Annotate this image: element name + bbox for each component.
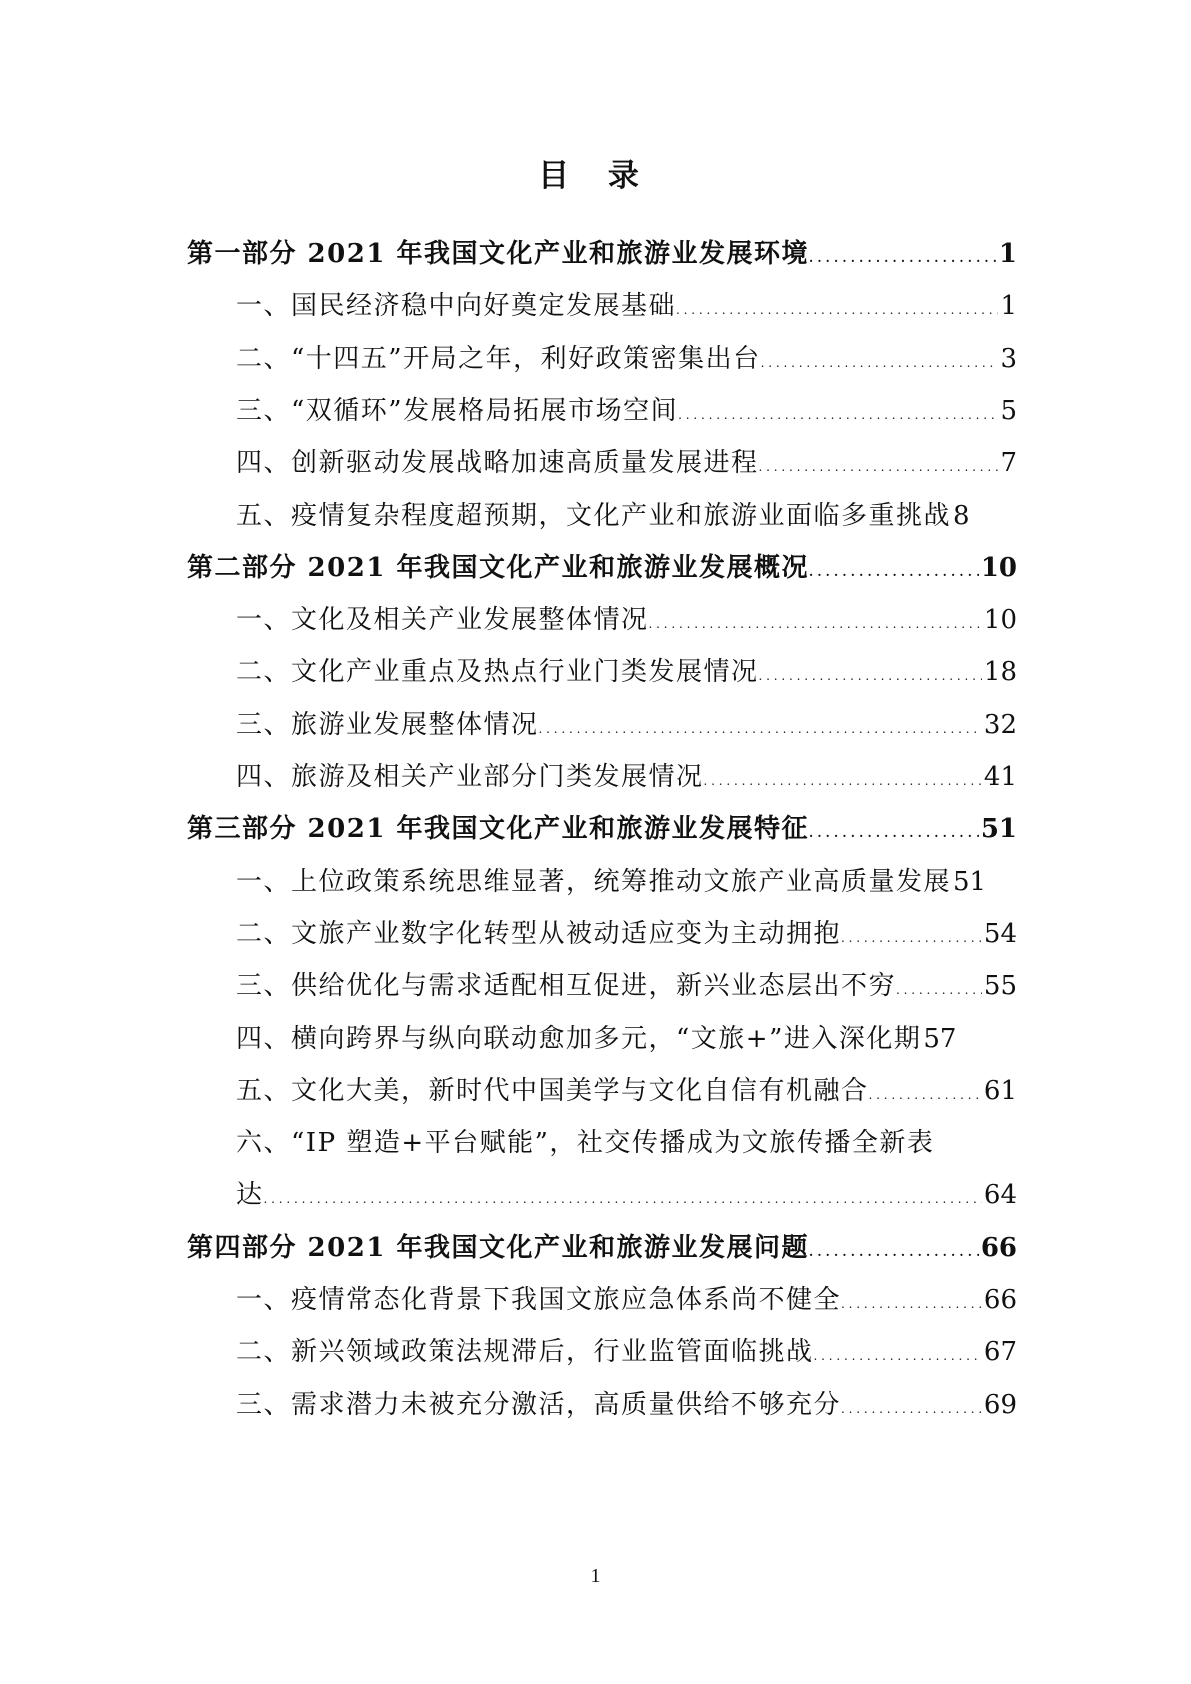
toc-entry-label: 三、需求潜力未被充分激活，高质量供给不够充分 (236, 1390, 842, 1420)
toc-entry-label: 三、旅游业发展整体情况 (236, 710, 539, 740)
toc-section-entry[interactable] (236, 446, 1017, 484)
toc-page-number: 1 (998, 239, 1017, 269)
toc-leader-dots (264, 1178, 982, 1216)
toc-leader-dots (539, 708, 982, 746)
toc-page-number: 10 (983, 605, 1017, 635)
toc-section-entry[interactable] (236, 1074, 1017, 1112)
toc-entry-label: 一、上位政策系统思维显著，统筹推动文旅产业高质量发展 (236, 867, 952, 897)
toc-leader-dots (841, 1283, 982, 1321)
toc-leader-dots (678, 394, 998, 432)
toc-section-entry[interactable] (236, 603, 1017, 641)
toc-page-number: 51 (953, 867, 987, 897)
toc-leader-dots (841, 917, 982, 955)
toc-leader-dots (841, 1388, 982, 1426)
toc-section-entry[interactable] (236, 1022, 1017, 1056)
toc-page-number: 67 (983, 1337, 1017, 1367)
toc-leader-dots (704, 760, 982, 798)
toc-entry-label: 六、“IP 塑造+平台赋能”，社交传播成为文旅传播全新表 (236, 1128, 935, 1158)
toc-leader-dots (869, 1074, 982, 1112)
toc-entry-label: 五、疫情复杂程度超预期，文化产业和旅游业面临多重挑战 (236, 501, 952, 531)
toc-page-number: 7 (1000, 448, 1017, 478)
toc-page-number: 54 (983, 919, 1017, 949)
toc-leader-dots (676, 289, 998, 327)
page-number: 1 (590, 1565, 601, 1587)
toc-leader-dots (809, 237, 997, 275)
toc-section-entry[interactable] (236, 394, 1017, 432)
toc-section-entry[interactable] (236, 1335, 1017, 1373)
toc-entry-label: 二、文旅产业数字化转型从被动适应变为主动拥抱 (236, 919, 842, 949)
toc-section-entry[interactable] (236, 969, 1017, 1007)
toc-entry-label: 四、创新驱动发展战略加速高质量发展进程 (236, 448, 759, 478)
toc-entry-label: 一、文化及相关产业发展整体情况 (236, 605, 649, 635)
toc-page-number: 10 (980, 553, 1017, 583)
toc-section-entry[interactable] (236, 289, 1017, 327)
toc-section-entry[interactable] (236, 760, 1017, 798)
toc-page-number: 1 (1000, 291, 1017, 321)
toc-section-entry[interactable] (236, 1283, 1017, 1321)
toc-section-entry[interactable] (236, 1178, 1017, 1216)
toc-page-number: 64 (983, 1180, 1017, 1210)
toc-part-entry[interactable] (187, 551, 1017, 589)
toc-leader-dots (809, 812, 979, 850)
toc-page-number: 3 (1000, 344, 1017, 374)
toc-page-number: 5 (1000, 396, 1017, 426)
toc-page-number: 18 (983, 657, 1017, 687)
toc-entry-label: 五、文化大美，新时代中国美学与文化自信有机融合 (236, 1076, 869, 1106)
toc-page-number: 61 (983, 1076, 1017, 1106)
toc-section-entry[interactable] (236, 917, 1017, 955)
toc-leader-dots (814, 1335, 982, 1373)
toc-leader-dots (759, 655, 982, 693)
toc-entry-label: 第四部分 2021 年我国文化产业和旅游业发展问题 (187, 1233, 809, 1263)
toc-section-entry[interactable] (236, 342, 1017, 380)
toc-leader-dots (649, 603, 982, 641)
toc-section-entry[interactable] (236, 708, 1017, 746)
toc-entry-label: 第二部分 2021 年我国文化产业和旅游业发展概况 (187, 553, 809, 583)
toc-entry-label: 二、“十四五”开局之年，利好政策密集出台 (236, 344, 761, 374)
toc-page-number: 51 (980, 814, 1017, 844)
toc-entry-label: 二、文化产业重点及热点行业门类发展情况 (236, 657, 759, 687)
toc-leader-dots (809, 551, 979, 589)
toc-page-number: 57 (923, 1024, 957, 1054)
toc-heading: 目 录 (538, 158, 653, 194)
toc-leader-dots (759, 446, 999, 484)
toc-part-entry[interactable] (187, 237, 1017, 275)
toc-page-number: 66 (983, 1285, 1017, 1315)
toc-entry-label: 四、横向跨界与纵向联动愈加多元，“文旅+”进入深化期 (236, 1024, 922, 1054)
toc-page-number: 66 (980, 1233, 1017, 1263)
toc-entry-label: 三、“双循环”发展格局拓展市场空间 (236, 396, 679, 426)
toc-page-number: 69 (983, 1390, 1017, 1420)
toc-page-number: 32 (983, 710, 1017, 740)
toc-leader-dots (761, 342, 999, 380)
toc-page-number: 8 (953, 501, 970, 531)
toc-section-entry[interactable] (236, 1388, 1017, 1426)
toc-entry-label: 一、疫情常态化背景下我国文旅应急体系尚不健全 (236, 1285, 842, 1315)
toc-section-entry[interactable] (236, 499, 1017, 533)
toc-section-entry[interactable] (236, 1126, 1017, 1160)
toc-entry-label: 第一部分 2021 年我国文化产业和旅游业发展环境 (187, 239, 809, 269)
toc-leader-dots (809, 1231, 979, 1269)
toc-entry-label: 四、旅游及相关产业部分门类发展情况 (236, 762, 704, 792)
toc-entry-label: 二、新兴领域政策法规滞后，行业监管面临挑战 (236, 1337, 814, 1367)
toc-entry-label: 三、供给优化与需求适配相互促进，新兴业态层出不穷 (236, 971, 897, 1001)
toc-leader-dots (896, 969, 982, 1007)
toc-section-entry[interactable] (236, 655, 1017, 693)
toc-entry-label: 一、国民经济稳中向好奠定发展基础 (236, 291, 677, 321)
toc-entry-label: 第三部分 2021 年我国文化产业和旅游业发展特征 (187, 814, 809, 844)
toc-entry-label: 达 (236, 1180, 264, 1210)
toc-part-entry[interactable] (187, 812, 1017, 850)
toc-page-number: 41 (983, 762, 1017, 792)
toc-page-number: 55 (983, 971, 1017, 1001)
toc-part-entry[interactable] (187, 1231, 1017, 1269)
toc-section-entry[interactable] (236, 865, 1017, 899)
